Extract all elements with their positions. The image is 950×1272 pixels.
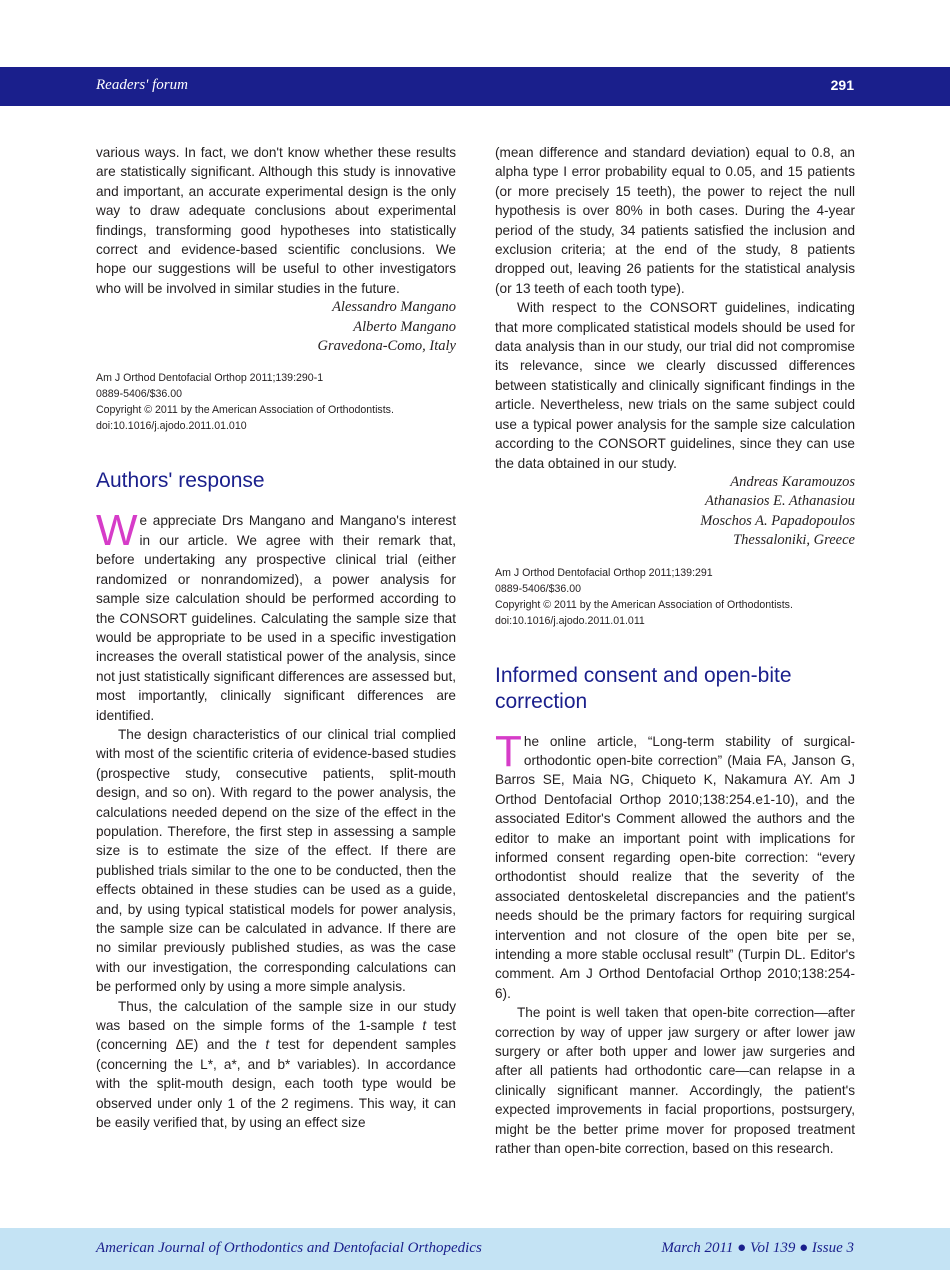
- body-paragraph: With respect to the CONSORT guidelines, indicating that more complicated statistical models should be used for data analysis than in our study, our trial did not compromise its relevance, since we clearly discussed differences between statistically and clinically significant findings in the article. Nevertheless, new trials on the same subject could use a typical power analysis for the sample size calculation according to the CONSORT guidelines, since they can use the data obtained in our study.: [495, 300, 855, 471]
- citation-block: [495, 565, 855, 629]
- citation-doi: doi:10.1016/j.ajodo.2011.01.010: [96, 420, 247, 433]
- paragraph-text: test (concerning ΔE) and the: [96, 1018, 457, 1053]
- author-name: Andreas Karamouzos: [730, 473, 855, 490]
- author-location: Gravedona-Como, Italy: [317, 338, 456, 355]
- citation-line: 0889-5406/$36.00: [96, 388, 183, 401]
- citation-line: Am J Orthod Dentofacial Orthop 2011;139:290-1: [96, 372, 324, 385]
- paragraph-text: he online article, “Long-term stability of surgical-orthodontic open-bite correction” (Maia FA, Janson G, Barros SE, Maia NG, Chiqueto K, Nakamura AY. Am J Orthod Dentofacial Orthop 2010;138:254.e1-10), and the associated Editor's Comment allowed the authors and the editor to make an important point with implications for informed consent regarding open-bite correction: “every orthodontist should realize that the severity of the associated dentoskeletal discrepancies and the patient's needs should be the primary factors for requiring surgical intervention and not closure of the open bite per se, intending a more stable occlusal result” (Turpin DL. Editor's comment. Am J Orthod Dentofacial Orthop 2010;138:254-6).: [495, 733, 855, 1001]
- signature-block: [495, 473, 855, 551]
- running-header: [0, 67, 950, 106]
- body-paragraph: [96, 997, 456, 1133]
- body-paragraph: [96, 506, 456, 724]
- italic-t: t: [265, 1037, 270, 1053]
- author-name: Alberto Mangano: [353, 318, 456, 335]
- signature-block: [96, 298, 456, 356]
- issue-info: March 2011 ● Vol 139 ● Issue 3: [661, 1240, 854, 1256]
- journal-name: American Journal of Orthodontics and Dentofacial Orthopedics: [96, 1240, 482, 1256]
- body-paragraph: [495, 726, 855, 1004]
- paragraph-text: test for dependent samples (concerning the L*, a*, and b* variables). In accordance with the split-mouth design, each tooth type would be observed under only 1 of the 2 regimens. This way, it can be easily verified that, by using an effect size: [96, 1037, 456, 1131]
- author-location: Thessaloniki, Greece: [733, 532, 855, 549]
- citation-doi: doi:10.1016/j.ajodo.2011.01.011: [495, 614, 645, 627]
- right-column: [495, 143, 855, 1158]
- citation-block: [96, 370, 456, 434]
- left-column: [96, 143, 456, 1132]
- citation-line: Copyright © 2011 by the American Association of Orthodontists.: [96, 404, 394, 417]
- body-paragraph: The design characteristics of our clinical trial complied with most of the scientific criteria of evidence-based studies (prospective study, consecutive patients, split-mouth design, and so on). With regard to the power analysis, the calculations needed depend on the size of the effect in the population. Therefore, the first step in assessing a sample size is to estimate the size of the effect. If there are published trials similar to the one to be conducted, then the effects obtained in these studies can be used as a guide, and, by using typical statistical models for power analysis, the sample size can be calculated in advance. If there are no similar previously published studies, as was the case with our investigation, the corresponding calculations can be performed only by using a more simple analysis.: [96, 726, 456, 995]
- drop-cap: T: [495, 726, 522, 776]
- body-paragraph: various ways. In fact, we don't know whether these results are statistically significant. Although this study is innovative and important, an accurate experimental design is the only way to draw adequate conclusions about experimental findings, transforming good hypotheses into statistically correct and evidence-based scientific conclusions. We hope our suggestions will be useful to other investigators who will be involved in similar studies in the future.: [96, 145, 456, 296]
- section-heading: Authors' response: [96, 469, 265, 493]
- paragraph-text: Thus, the calculation of the sample size in our study was based on the simple forms of the 1-sample: [96, 998, 456, 1034]
- running-footer: [0, 1228, 950, 1270]
- body-paragraph: (mean difference and standard deviation) equal to 0.8, an alpha type I error probability equal to 0.05, and 15 patients (or more precisely 15 teeth), the power to reject the null hypothesis is over 80% in both cases. During the 4-year period of the study, 34 patients satisfied the inclusion and exclusion criteria; at the end of the study, 8 patients dropped out, leaving 26 patients for the statistical analysis (or 13 teeth of each tooth type).: [495, 145, 855, 296]
- citation-line: Am J Orthod Dentofacial Orthop 2011;139:291: [495, 566, 713, 579]
- paragraph-text: e appreciate Drs Mangano and Mangano's interest in our article. We agree with their remark that, before undertaking any prospective clinical trial (either randomized or nonrandomized), a power analysis for sample size calculation should be performed according to the CONSORT guidelines. Calculating the sample size that would be appropriate to be used in a specific investigation increases the overall statistical power of the analysis, since not just statistically significant differences are assessed but, most importantly, clinically significant differences are identified.: [96, 513, 456, 723]
- section-heading: Informed consent and open-bite correction: [495, 663, 792, 713]
- page-number: 291: [830, 77, 854, 93]
- author-name: Moschos A. Papadopoulos: [700, 512, 855, 529]
- body-paragraph: The point is well taken that open-bite correction—after correction by way of upper jaw surgery or after lower jaw surgery or after both upper and lower jaw surgeries and after all patients had orthodontic care—can relapse in a clinically significant manner. Accordingly, the patient's expected improvements in facial proportions, postsurgery, might be the better prime mover for proposed treatment rather than open-bite correction, based on this research.: [495, 1005, 855, 1157]
- author-name: Alessandro Mangano: [332, 299, 456, 316]
- citation-line: 0889-5406/$36.00: [495, 582, 582, 595]
- section-title: Readers' forum: [96, 77, 188, 93]
- italic-t: t: [422, 1018, 427, 1034]
- author-name: Athanasios E. Athanasiou: [705, 493, 855, 510]
- citation-line: Copyright © 2011 by the American Association of Orthodontists.: [495, 598, 793, 611]
- drop-cap: W: [96, 506, 138, 556]
